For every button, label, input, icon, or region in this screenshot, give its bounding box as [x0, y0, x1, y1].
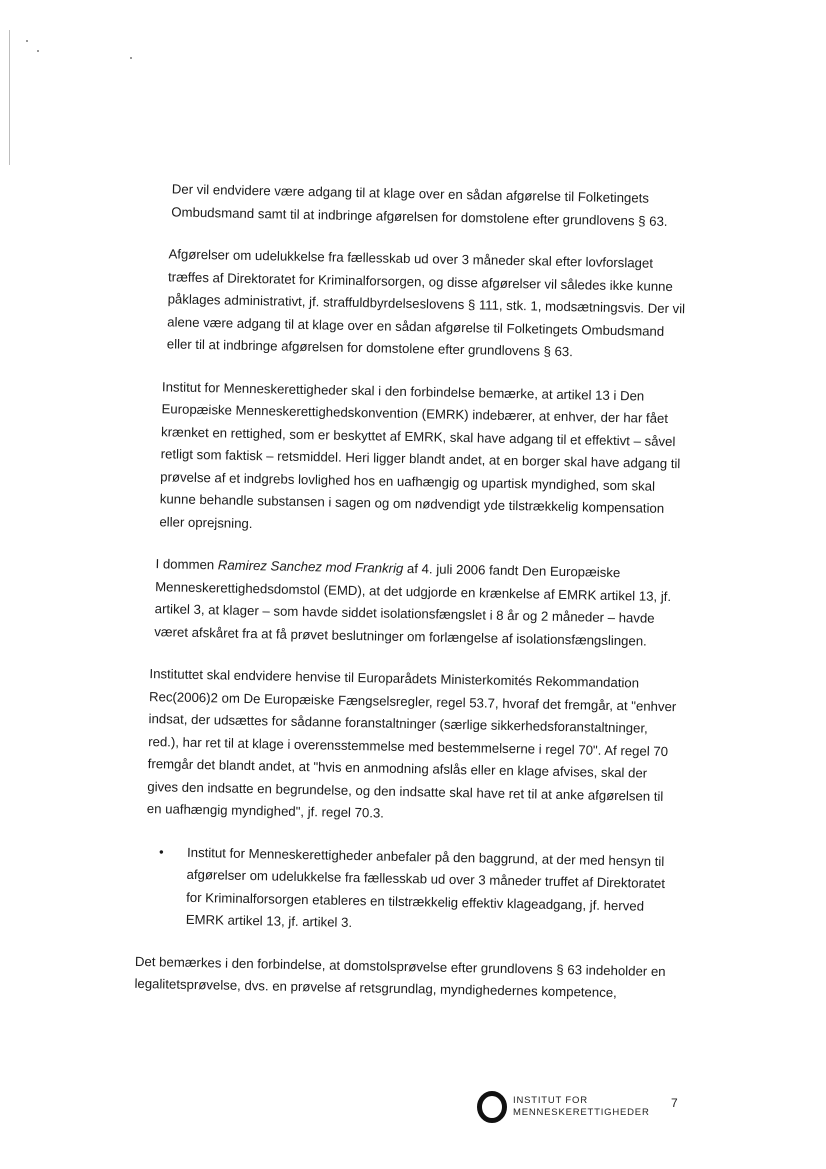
page-number: 7 [671, 1096, 678, 1110]
scan-speck [37, 50, 39, 52]
recommendation-bullet [136, 840, 678, 940]
scan-speck [26, 40, 28, 42]
case-suffix: af 4. juli 2006 fandt Den Europæiske Menneskerettighedsdomstol (EMD), at det udgjorde en krænkelse af EMRK artikel 13, jf. artikel 3, at klager – som havde siddet isolationsfængslet i 8 år og 2 måneder – havde været afskåret fra at få prøvet beslutninger om forlængelse af isolationsfængslingen. [154, 560, 672, 649]
paragraph-emrk-article-13: Institut for Menneskerettigheder skal i den forbindelse bemærke, at artikel 13 i Den Europæiske Menneskerettighedskonvention (EMRK) indebærer, at enhver, der har fået krænket en rettighed, som er beskyttet af EMRK, skal have adgang til et effektivt – såvel retligt som faktisk – retsmiddel. Heri ligger blandt andet, at en borger skal have adgang til prøvelse af et indgrebs lovlighed hos en uafhængig og upartisk myndighed, som skal kunne behandle substansen i sagen og om nødvendigt yde tilstrækkelig kompensation eller oprejsning. [159, 378, 681, 531]
bullet-text: Institut for Menneskerettigheder anbefaler på den baggrund, at der med hensyn til afgørelser om udelukkelse fra fællesskab ud over 3 måneder truffet af Direktoratet for Kriminalforsorgen etableres en tilstrækkelig effektiv klageadgang, jf. herved EMRK artikel 13, jf. artikel 3. [185, 844, 666, 931]
institute-name [513, 1095, 650, 1119]
scan-edge-line [9, 30, 10, 165]
paragraph-case-law [141, 553, 683, 653]
paragraph-prison-rules: Instituttet skal endvidere henvise til Europarådets Ministerkomités Rekommandation Rec(2006)2 om De Europæiske Fængselsregler, regel 53.7, hvoraf det fremgår, at "enhver indsat, der udsættes for sådanne foranstaltninger (særlige sikkerhedsforanstaltninger, red.), har ret til at klage i overensstemmelse med bestemmelserne i regel 70". Af regel 70 fremgår det blandt andet, at "hvis en anmodning afslås eller en klage afvises, skal der gives den indsatte en begrundelse, og den indsatte skal have ret til at anke afgørelsen til en uafhængig myndighed", jf. regel 70.3. [146, 666, 677, 821]
paragraph-ombudsmand-access: Der vil endvidere være adgang til at klage over en sådan afgørelse til Folketingets Ombudsmand samt til at indbringe afgørelsen for domstolene efter grundlovens § 63. [171, 181, 668, 229]
institute-name-line1: INSTITUT FOR [513, 1095, 588, 1106]
case-name: Ramirez Sanchez mod Frankrig [217, 557, 404, 576]
document-body [134, 178, 690, 1026]
paragraph-exclusion-decisions: Afgørelser om udelukkelse fra fællesskab ud over 3 måneder skal efter lovforslaget træffes af Direktoratet for Kriminalforsorgen, og disse afgørelser vil således ikke kunne påklages administrativt, jf. straffuldbyrdelseslovens § 111, stk. 1, modsætningsvis. Der vil alene være adgang til at klage over en sådan afgørelse til Folketingets Ombudsmand eller til at indbringe afgørelsen for domstolene efter grundlovens § 63. [166, 246, 686, 360]
institute-logo-icon [476, 1090, 508, 1124]
case-prefix: I dommen [155, 556, 219, 573]
bullet-marker: • [158, 843, 164, 859]
page-footer [476, 1090, 686, 1130]
scan-speck [130, 57, 132, 59]
institute-name-line2: MENNESKERETTIGHEDER [513, 1107, 650, 1118]
paragraph-closing: Det bemærkes i den forbindelse, at domstolsprøvelse efter grundlovens § 63 indeholder en legalitetsprøvelse, dvs. en prøvelse af retsgrundlag, myndighedernes kompetence, [134, 953, 666, 1001]
